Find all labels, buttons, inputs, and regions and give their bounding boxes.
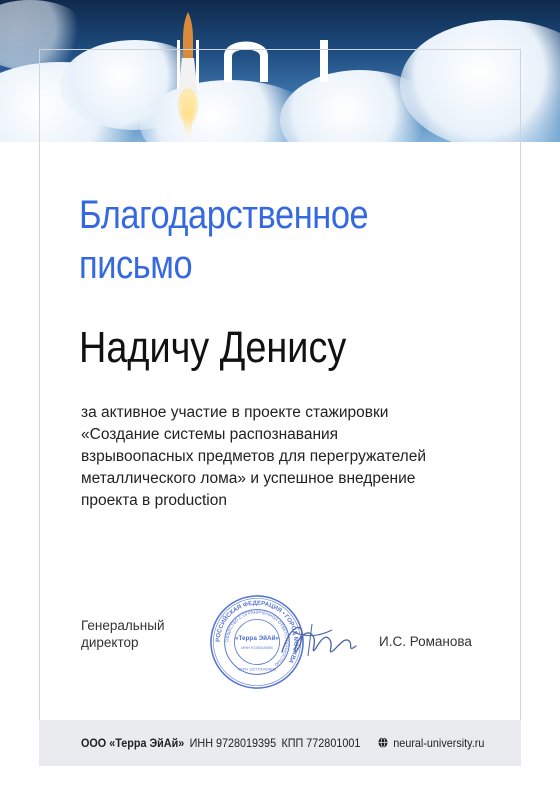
company-logo (224, 38, 334, 82)
handwritten-signature (276, 612, 366, 672)
seal-inn-text: ИНН 9728019395 (241, 644, 273, 650)
seal-center-text: «Терра ЭйАй» (234, 635, 280, 643)
company-name: ООО «Терра ЭйАй» (81, 736, 185, 750)
body-line: проекта в production (81, 492, 227, 509)
header-banner (0, 0, 560, 142)
website[interactable] (378, 736, 484, 750)
letter-body (81, 402, 481, 512)
company-details (81, 736, 360, 750)
position-line: директор (81, 634, 139, 650)
cloud (400, 20, 560, 142)
company-kpp: КПП 772801001 (281, 736, 361, 750)
website-link[interactable]: neural-university.ru (393, 736, 485, 750)
space-shuttle-image (168, 10, 208, 142)
title-line: письмо (79, 243, 193, 287)
seal-outer-text: РОССИЙСКАЯ ФЕДЕРАЦИЯ • ГОРОД МОСКВА (215, 600, 299, 665)
seal-inner-text: ОБЩЕСТВО С ОГРАНИЧЕННОЙ ОТВЕТСТВЕННОСТЬЮ (224, 609, 290, 668)
company-inn: ИНН 9728019395 (189, 736, 277, 750)
signer-name: И.С. Романова (379, 634, 472, 649)
letter-title (79, 190, 406, 290)
body-line: взрывоопасных предметов для перегружателей (81, 448, 427, 465)
title-line: Благодарственное (79, 193, 369, 237)
body-line: металлического лома» и успешное внедрение (81, 470, 416, 487)
signatory-position (81, 618, 165, 651)
recipient-name: Надичу Денису (79, 323, 347, 372)
seal-ogrn-text: ОГРН 1227700434633 (238, 667, 276, 672)
position-line: Генеральный (81, 618, 165, 633)
body-line: за активное участие в проекте стажировки (81, 404, 389, 421)
body-line: «Создание системы распознавания (81, 426, 339, 443)
globe-icon (378, 737, 388, 748)
